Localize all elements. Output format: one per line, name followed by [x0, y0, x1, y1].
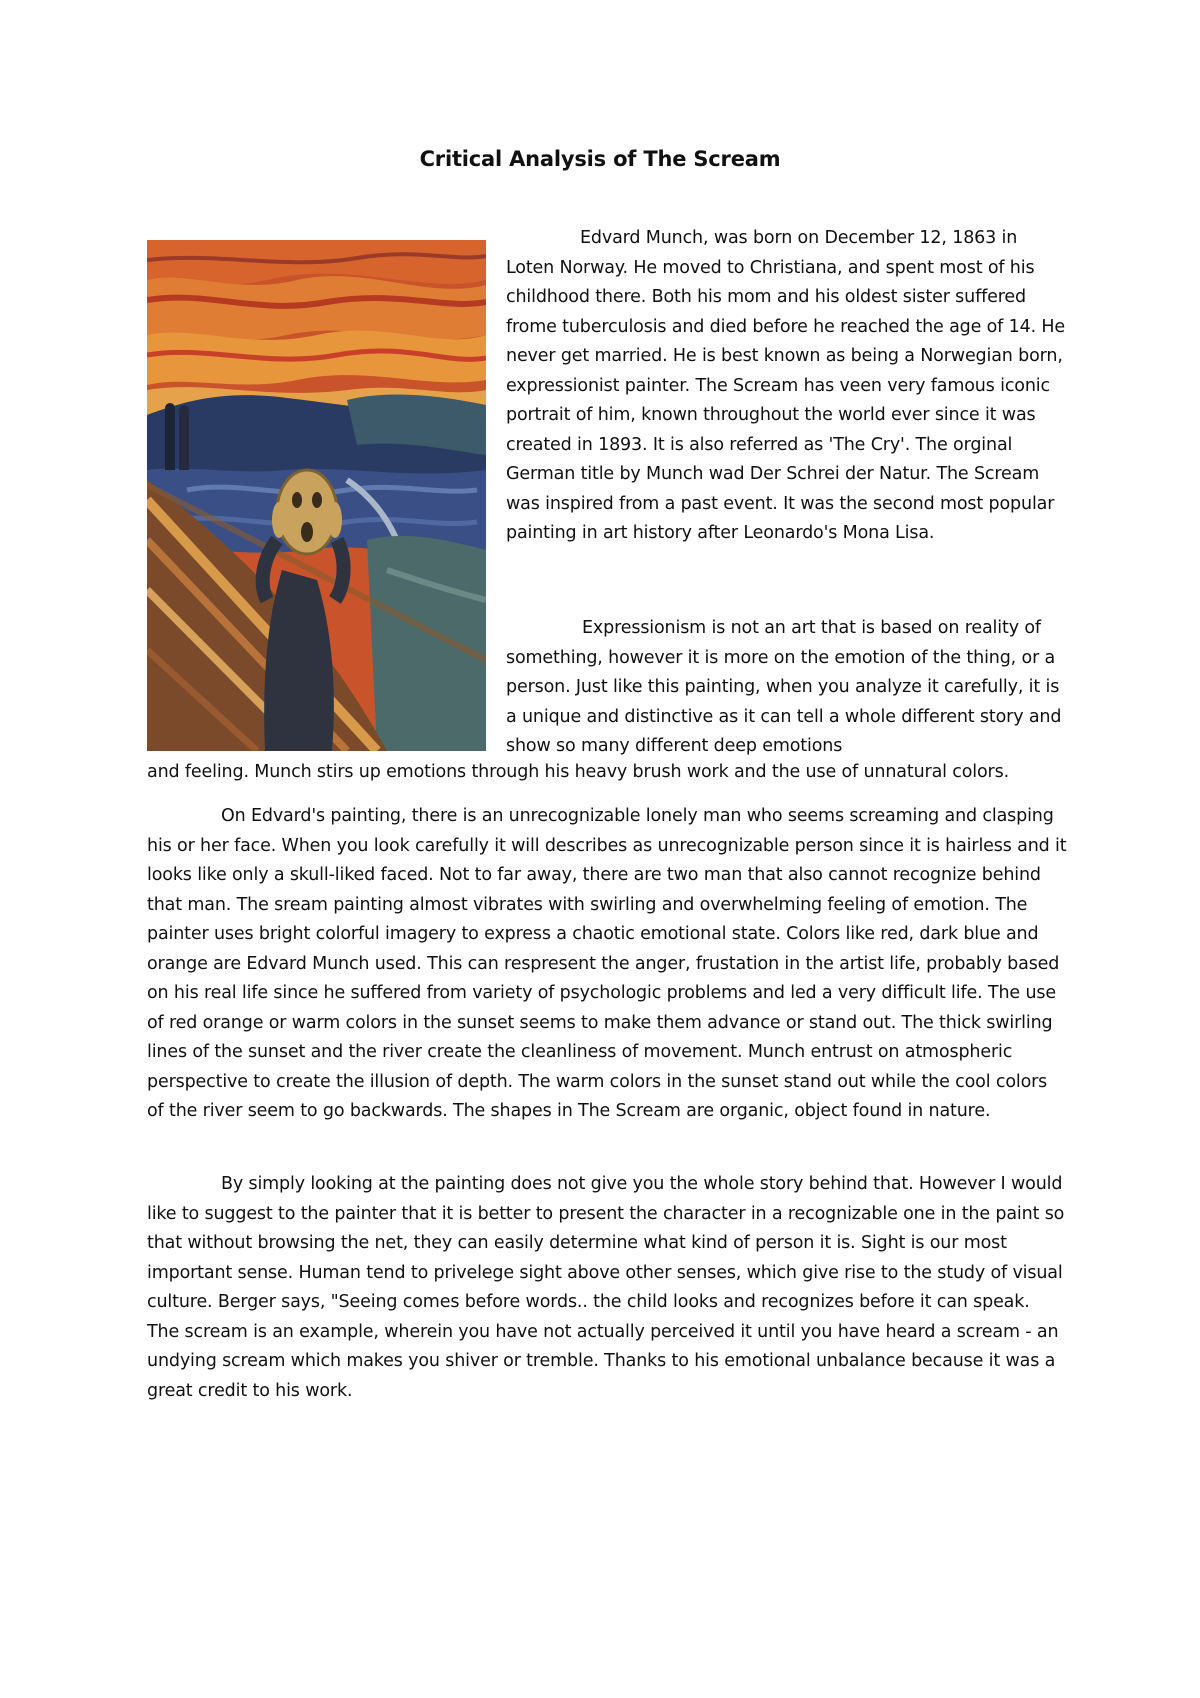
- paragraph-3: On Edvard's painting, there is an unrecognizable lonely man who seems screaming and clasping his or her face. When you look carefully it will describes as unrecognizable person since it is hairless and it looks like only a skull-liked faced. Not to far away, there are two man that also cannot recognize behind that man. The sream painting almost vibrates with swirling and overwhelming feeling of emotion. The painter uses bright colorful imagery to express a chaotic emotional state. Colors like red, dark blue and orange are Edvard Munch used. This can respresent the anger, frustation in the artist life, probably based on his real life since he suffered from variety of psychologic problems and led a very difficult life. The use of red orange or warm colors in the sunset seems to make them advance or stand out. The thick swirling lines of the sunset and the river create the cleanliness of movement. Munch entrust on atmospheric perspective to create the illusion of depth. The warm colors in the sunset stand out while the cool colors of the river seem to go backwards. The shapes in The Scream are organic, object found in nature.: [147, 806, 1067, 1121]
- paragraph-1: Edvard Munch, was born on December 12, 1863 in Loten Norway. He moved to Christiana, and spent most of his childhood there. Both his mom and his oldest sister suffered frome tuberculosis and died before he reached the age of 14. He never get married. He is best known as being a Norwegian born, expressionist painter. The Scream has veen very famous iconic portrait of him, known throughout the world ever since it was created in 1893. It is also referred as 'The Cry'. The orginal German title by Munch wad Der Schrei der Natur. The Scream was inspired from a past event. It was the second most popular painting in art history after Leonardo's Mona Lisa.: [506, 228, 1066, 543]
- paragraph-2-continuation: and feeling. Munch stirs up emotions through his heavy brush work and the use of unnatural colors.: [147, 762, 1009, 782]
- page-title: Critical Analysis of The Scream: [419, 147, 781, 171]
- paragraph-4: By simply looking at the painting does not give you the whole story behind that. However I would like to suggest to the painter that it is better to present the character in a recognizable one in the paint so that without browsing the net, they can easily determine what kind of person it is. Sight is our most important sense. Human tend to privelege sight above other senses, which give rise to the study of visual culture. Berger says, "Seeing comes before words.. the child looks and recognizes before it can speak. The scream is an example, wherein you have not actually perceived it until you have heard a scream - an undying scream which makes you shiver or tremble. Thanks to his emotional unbalance because it was a great credit to his work.: [147, 1174, 1065, 1401]
- scream-painting-image: [147, 240, 486, 751]
- paragraph-2: Expressionism is not an art that is based on reality of something, however it is more on the emotion of the thing, or a person. Just like this painting, when you analyze it carefully, it is a unique and distinctive as it can tell a whole different story and show so many different deep emotions: [506, 618, 1062, 756]
